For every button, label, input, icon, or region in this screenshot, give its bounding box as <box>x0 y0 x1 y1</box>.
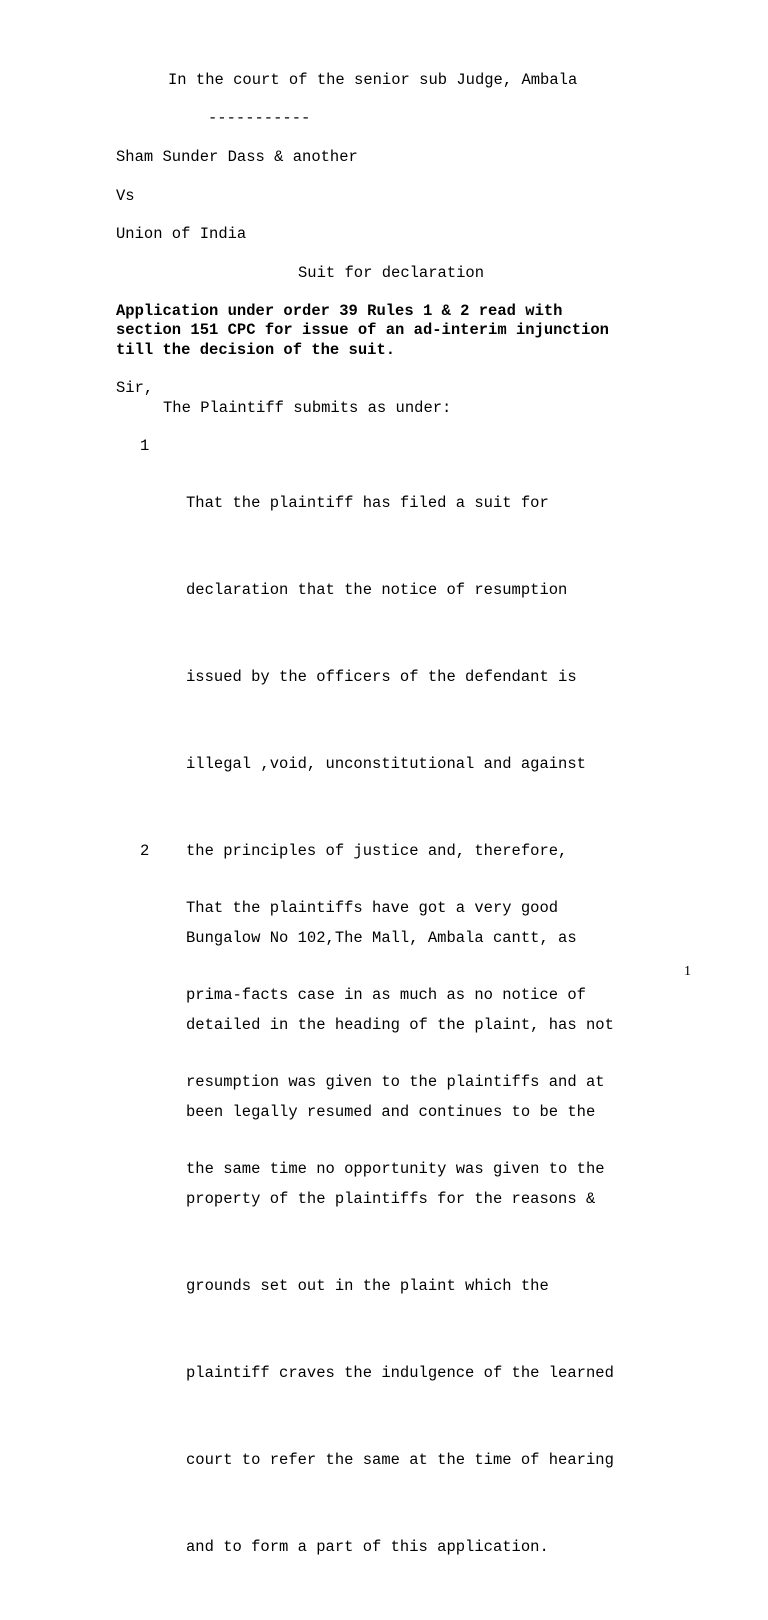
paragraph-line: That the plaintiff has filed a suit for <box>186 494 549 512</box>
application-line-1: Application under order 39 Rules 1 & 2 read with <box>116 302 563 320</box>
intro-line: The Plaintiff submits as under: <box>163 399 452 417</box>
paragraph-line: property of the plaintiffs for the reasons & <box>186 1190 596 1208</box>
paragraph-line: court to refer the same at the time of hearing <box>186 1451 614 1469</box>
paragraph-line: issued by the officers of the defendant is <box>186 668 577 686</box>
paragraph-line: prima-facts case in as much as no notice of <box>186 986 586 1004</box>
page-number: 1 <box>684 964 691 979</box>
application-line-2: section 151 CPC for issue of an ad-interim injunction <box>116 321 609 339</box>
paragraph-line: illegal ,void, unconstitutional and against <box>186 755 586 773</box>
defendant-name: Union of India <box>116 225 247 243</box>
suit-title: Suit for declaration <box>298 264 485 282</box>
paragraph-line: been legally resumed and continues to be the <box>186 1103 596 1121</box>
paragraph-line: the principles of justice and, therefore, <box>186 842 568 860</box>
heading-rule: ----------- <box>208 109 311 127</box>
paragraph-line: and to form a part of this application. <box>186 1538 549 1556</box>
court-heading: In the court of the senior sub Judge, Ambala <box>168 71 578 89</box>
versus-label: Vs <box>116 187 135 205</box>
paragraph-line: That the plaintiffs have got a very good <box>186 899 559 917</box>
application-line-3: till the decision of the suit. <box>116 341 396 359</box>
paragraph-line: the same time no opportunity was given to the <box>186 1160 605 1178</box>
paragraph-line: Bungalow No 102,The Mall, Ambala cantt, as <box>186 929 577 947</box>
paragraph-number: 1 <box>140 437 150 455</box>
paragraph-line: resumption was given to the plaintiffs and at <box>186 1073 605 1091</box>
paragraph-line: detailed in the heading of the plaint, has not <box>186 1016 614 1034</box>
paragraph-2 <box>186 836 726 1242</box>
salutation: Sir, <box>116 379 154 397</box>
paragraph-line: declaration that the notice of resumption <box>186 581 568 599</box>
paragraph-number: 2 <box>140 842 150 860</box>
paragraph-line: plaintiff craves the indulgence of the learned <box>186 1364 614 1382</box>
plaintiff-name: Sham Sunder Dass & another <box>116 148 358 166</box>
paragraph-line: grounds set out in the plaint which the <box>186 1277 549 1295</box>
